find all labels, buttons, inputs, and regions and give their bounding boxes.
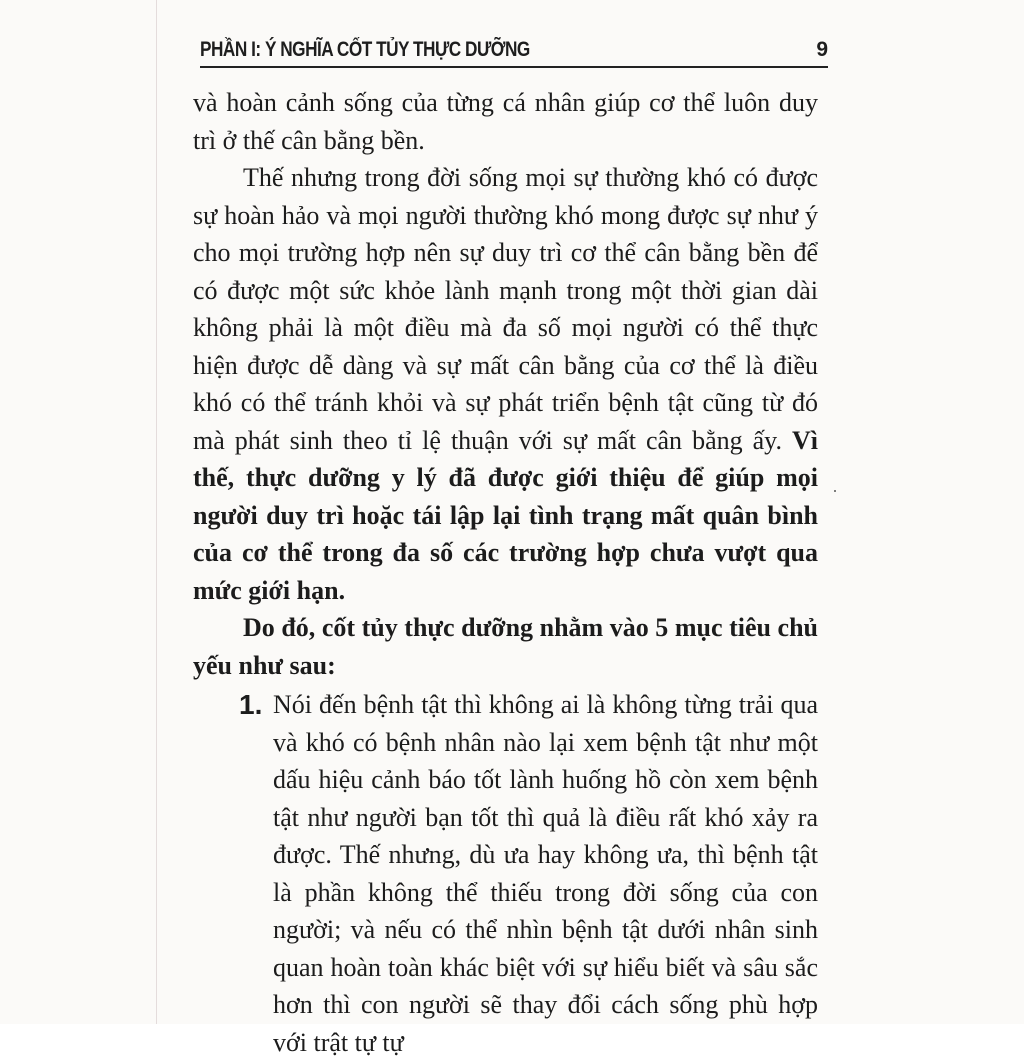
goals-list (193, 686, 818, 1061)
paragraph-3-lead: Do đó, cốt tủy thực dưỡng nhằm vào 5 mục tiêu chủ yếu như sau: (193, 613, 818, 680)
paragraph-2 (193, 159, 818, 609)
body-text (193, 84, 818, 1061)
paragraph-continuation: và hoàn cảnh sống của từng cá nhân giúp cơ thể luôn duy trì ở thế cân bằng bền. (193, 88, 818, 155)
list-item-number: 1. (239, 689, 263, 720)
paragraph-2-regular: Thế nhưng trong đời sống mọi sự thường khó có được sự hoàn hảo và mọi người thường khó mong được sự như ý cho mọi trường hợp nên sự duy trì cơ thể cân bằng bền để có được một sức khỏe lành mạnh trong một thời gian dài không phải là một điều mà đa số mọi người có thể thực hiện được dễ dàng và sự mất cân bằng của cơ thể là điều khó có thể tránh khỏi và sự phát triển bệnh tật cũng từ đó mà phát sinh theo tỉ lệ thuận với sự mất cân bằng ấy. (193, 163, 818, 455)
running-header (200, 30, 828, 68)
print-speck (834, 490, 836, 492)
page-number: 9 (816, 38, 828, 61)
list-item-text: Nói đến bệnh tật thì không ai là không từng trải qua và khó có bệnh nhân nào lại xem bệnh tật như một dấu hiệu cảnh báo tốt lành huống hồ còn xem bệnh tật như người bạn tốt thì quả là điều rất khó xảy ra được. Thế nhưng, dù ưa hay không ưa, thì bệnh tật là phần không thể thiếu trong đời sống của con người; và nếu có thể nhìn bệnh tật dưới nhân sinh quan hoàn toàn khác biệt với sự hiểu biết và sâu sắc hơn thì con người sẽ thay đổi cách sống phù hợp với trật tự tự (273, 690, 818, 1057)
section-title: PHẦN I: Ý NGHĨA CỐT TỦY THỰC DƯỠNG (200, 38, 530, 61)
page-edge-line (156, 0, 157, 1024)
paragraph-2-bold: Vì thế, thực dưỡng y lý đã được giới thiệu để giúp mọi người duy trì hoặc tái lập lại tình trạng mất quân bình của cơ thể trong đa số các trường hợp chưa vượt qua mức giới hạn. (193, 425, 818, 605)
